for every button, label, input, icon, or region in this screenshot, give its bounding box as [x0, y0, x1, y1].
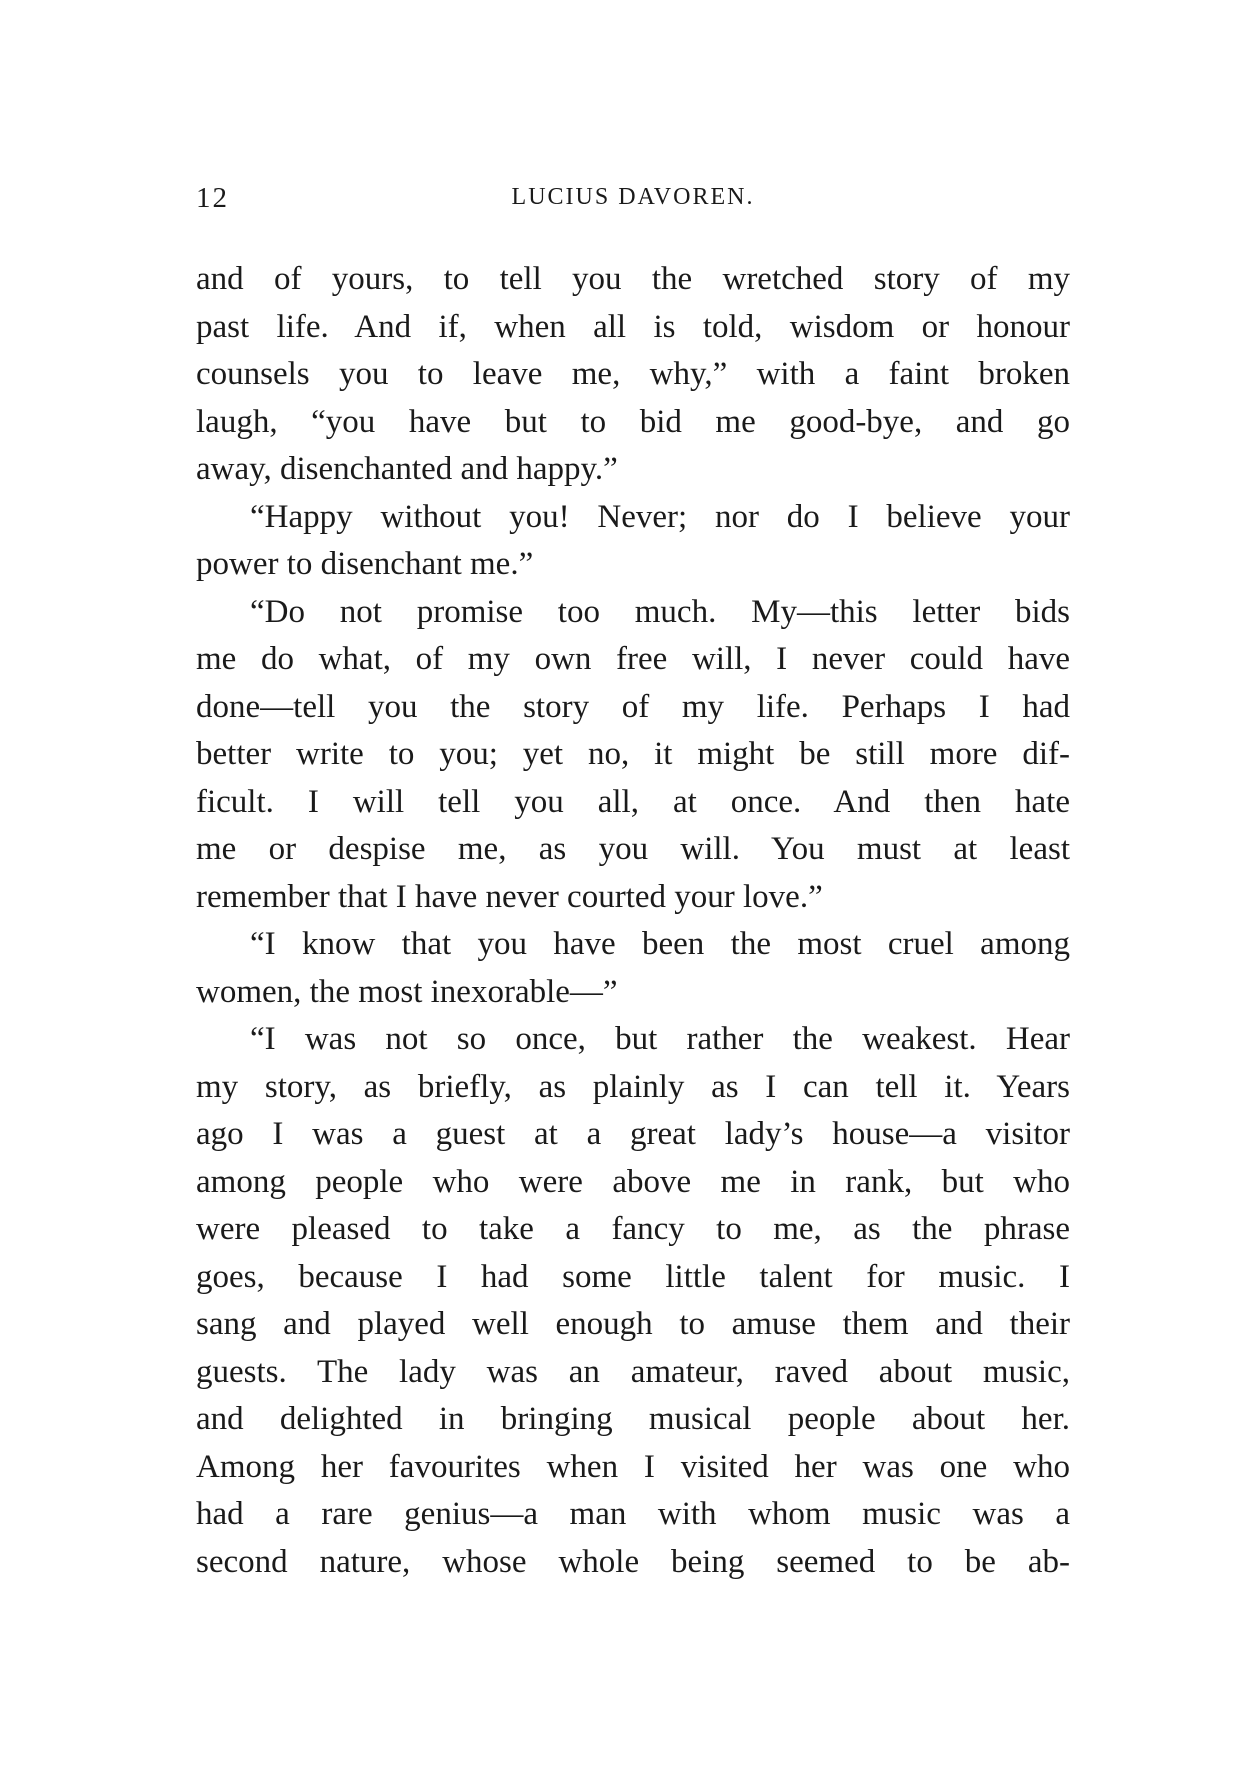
- text-line: and of yours, to tell you the wretched story of my: [196, 261, 1070, 297]
- text-line: goes, because I had some little talent for music. I: [196, 1258, 1070, 1295]
- text-line: counsels you to leave me, why,” with a faint broken: [196, 356, 1070, 392]
- page-number: 12: [196, 182, 229, 214]
- text-line: me do what, of my own free will, I never could have: [196, 641, 1070, 677]
- text-line: and delighted in bringing musical people about her.: [196, 1401, 1070, 1437]
- text-line: me or despise me, as you will. You must at least: [196, 831, 1070, 867]
- text-line: sang and played well enough to amuse them and their: [196, 1306, 1070, 1342]
- text-line: done—tell you the story of my life. Perhaps I had: [196, 688, 1070, 725]
- text-line: were pleased to take a fancy to me, as the phrase: [196, 1211, 1070, 1247]
- text-line: away, disenchanted and happy.”: [196, 451, 618, 487]
- text-line: second nature, whose whole being seemed to be ab-: [196, 1543, 1070, 1580]
- text-line: among people who were above me in rank, but who: [196, 1163, 1070, 1200]
- text-line: power to disenchant me.”: [196, 546, 534, 582]
- text-line: laugh, “you have but to bid me good-bye, and go: [196, 403, 1070, 440]
- text-line: guests. The lady was an amateur, raved about music,: [196, 1353, 1070, 1390]
- text-line: “I know that you have been the most cruel among: [250, 926, 1070, 962]
- text-line: women, the most inexorable—”: [196, 973, 618, 1010]
- text-line: remember that I have never courted your love.”: [196, 878, 823, 915]
- text-line: had a rare genius—a man with whom music was a: [196, 1496, 1070, 1532]
- text-line: ficult. I will tell you all, at once. And then hate: [196, 783, 1070, 820]
- body-text: [196, 256, 1070, 1586]
- text-line: “I was not so once, but rather the weakest. Hear: [250, 1021, 1070, 1057]
- text-line: past life. And if, when all is told, wisdom or honour: [196, 308, 1070, 345]
- text-line: Among her favourites when I visited her was one who: [196, 1448, 1070, 1485]
- running-title: LUCIUS DAVOREN.: [511, 184, 755, 210]
- text-line: “Happy without you! Never; nor do I believe your: [250, 498, 1070, 535]
- text-line: my story, as briefly, as plainly as I can tell it. Years: [196, 1068, 1070, 1105]
- text-line: ago I was a guest at a great lady’s house—a visitor: [196, 1116, 1070, 1152]
- page-header: [196, 182, 1070, 222]
- text-line: better write to you; yet no, it might be still more dif-: [196, 736, 1070, 772]
- text-line: “Do not promise too much. My—this letter bids: [250, 593, 1070, 630]
